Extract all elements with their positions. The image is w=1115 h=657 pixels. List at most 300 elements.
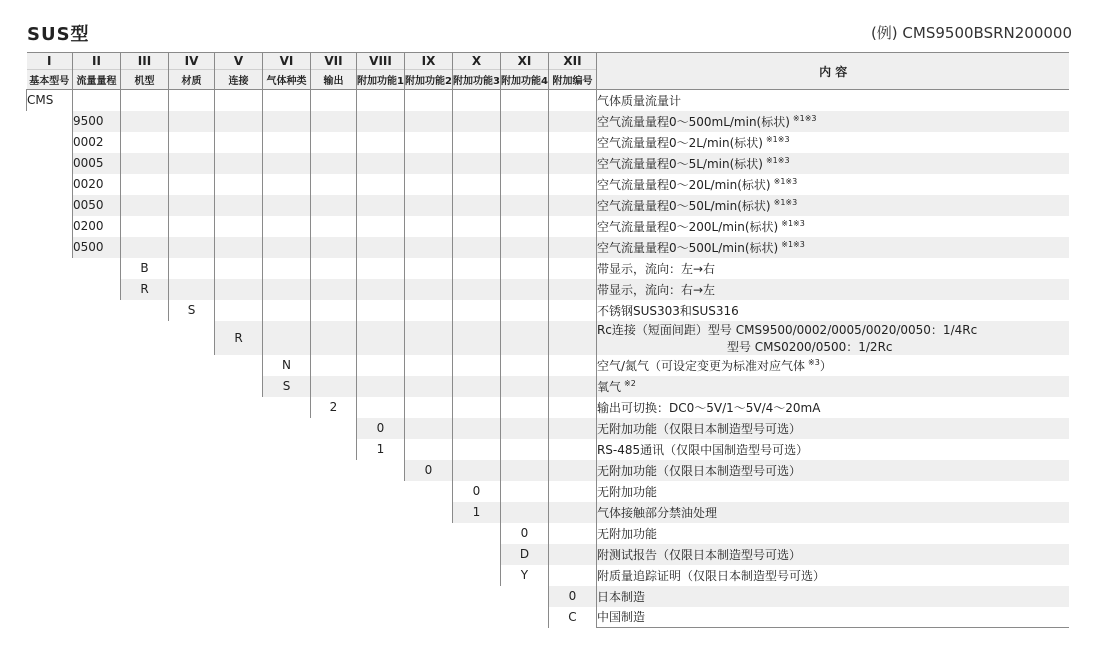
col-roman-1: I (27, 53, 73, 70)
empty-cell (548, 279, 596, 300)
empty-cell (357, 397, 405, 418)
empty-cell (169, 397, 215, 418)
empty-cell (405, 376, 453, 397)
empty-cell (121, 174, 169, 195)
empty-cell (311, 132, 357, 153)
empty-cell (169, 502, 215, 523)
empty-cell (453, 300, 501, 321)
empty-cell (548, 237, 596, 258)
content-cell (596, 586, 1069, 607)
empty-cell (263, 439, 311, 460)
empty-cell (548, 216, 596, 237)
empty-cell (169, 321, 215, 355)
empty-cell (453, 523, 501, 544)
table-row (27, 90, 1070, 111)
footnote-mark: ※1※3 (765, 155, 790, 165)
empty-cell (263, 237, 311, 258)
empty-cell (311, 502, 357, 523)
empty-cell (357, 355, 405, 376)
empty-cell (27, 418, 73, 439)
roman-header-row (27, 53, 1070, 70)
empty-cell (215, 355, 263, 376)
empty-cell (215, 216, 263, 237)
empty-cell (169, 376, 215, 397)
empty-cell (405, 502, 453, 523)
empty-cell (548, 418, 596, 439)
empty-cell (453, 216, 501, 237)
empty-cell (357, 195, 405, 216)
empty-cell (27, 279, 73, 300)
empty-cell (500, 279, 548, 300)
content-cell (596, 418, 1069, 439)
empty-cell (357, 300, 405, 321)
empty-cell (263, 111, 311, 132)
empty-cell (405, 90, 453, 111)
empty-cell (311, 355, 357, 376)
content-text: 无附加功能（仅限日本制造型号可选） (596, 421, 801, 436)
empty-cell (215, 481, 263, 502)
empty-cell (453, 153, 501, 174)
empty-cell (73, 481, 121, 502)
content-cell (596, 481, 1069, 502)
empty-cell (73, 586, 121, 607)
empty-cell (311, 90, 357, 111)
empty-cell (121, 216, 169, 237)
empty-cell (311, 300, 357, 321)
empty-cell (548, 174, 596, 195)
empty-cell (500, 300, 548, 321)
table-row (27, 523, 1070, 544)
col-roman-5: V (215, 53, 263, 70)
empty-cell (73, 90, 121, 111)
code-cell: 0200 (73, 216, 121, 237)
col-label-5: 连接 (215, 70, 263, 90)
table-row (27, 460, 1070, 481)
empty-cell (121, 132, 169, 153)
content-text: 附质量追踪证明（仅限日本制造型号可选） (596, 568, 825, 583)
footnote-mark: ※1※3 (781, 239, 805, 249)
empty-cell (215, 376, 263, 397)
empty-cell (311, 586, 357, 607)
empty-cell (548, 481, 596, 502)
empty-cell (357, 153, 405, 174)
empty-cell (215, 397, 263, 418)
empty-cell (169, 460, 215, 481)
empty-cell (169, 418, 215, 439)
empty-cell (311, 418, 357, 439)
content-text: 日本制造 (596, 589, 645, 604)
col-roman-11: XI (500, 53, 548, 70)
empty-cell (453, 321, 501, 355)
empty-cell (169, 237, 215, 258)
col-label-6: 气体种类 (263, 70, 311, 90)
empty-cell (169, 174, 215, 195)
content-cell (596, 544, 1069, 565)
empty-cell (215, 258, 263, 279)
empty-cell (73, 439, 121, 460)
empty-cell (357, 90, 405, 111)
table-row (27, 216, 1070, 237)
table-row (27, 607, 1070, 628)
empty-cell (215, 502, 263, 523)
content-cell (596, 460, 1069, 481)
empty-cell (548, 300, 596, 321)
empty-cell (263, 565, 311, 586)
content-text: 不锈钢SUS303和SUS316 (596, 303, 739, 318)
code-cell: 0002 (73, 132, 121, 153)
empty-cell (215, 418, 263, 439)
empty-cell (215, 607, 263, 628)
content-text: 空气流量量程0～20L/min(标状) (596, 177, 771, 192)
empty-cell (311, 376, 357, 397)
empty-cell (27, 565, 73, 586)
table-row (27, 502, 1070, 523)
empty-cell (215, 279, 263, 300)
empty-cell (263, 132, 311, 153)
empty-cell (215, 174, 263, 195)
page-title: SUS型 (27, 24, 90, 45)
content-cell (596, 237, 1069, 258)
empty-cell (27, 607, 73, 628)
empty-cell (311, 279, 357, 300)
content-cell (596, 90, 1069, 111)
code-cell: D (500, 544, 548, 565)
empty-cell (453, 237, 501, 258)
empty-cell (357, 502, 405, 523)
empty-cell (311, 523, 357, 544)
empty-cell (27, 216, 73, 237)
empty-cell (121, 460, 169, 481)
empty-cell (357, 132, 405, 153)
empty-cell (27, 376, 73, 397)
table-row (27, 544, 1070, 565)
code-cell: C (548, 607, 596, 628)
empty-cell (73, 300, 121, 321)
empty-cell (215, 460, 263, 481)
code-cell: 1 (453, 502, 501, 523)
empty-cell (27, 439, 73, 460)
empty-cell (311, 258, 357, 279)
empty-cell (27, 481, 73, 502)
empty-cell (263, 174, 311, 195)
empty-cell (27, 111, 73, 132)
empty-cell (263, 90, 311, 111)
empty-cell (27, 460, 73, 481)
code-cell: CMS (27, 90, 73, 111)
empty-cell (121, 376, 169, 397)
empty-cell (311, 460, 357, 481)
content-cell (596, 111, 1069, 132)
empty-cell (357, 565, 405, 586)
empty-cell (263, 195, 311, 216)
content-text: 空气流量量程0～5L/min(标状) (596, 156, 763, 171)
empty-cell (169, 195, 215, 216)
empty-cell (311, 174, 357, 195)
code-cell: 0 (453, 481, 501, 502)
empty-cell (121, 300, 169, 321)
col-label-2: 流量量程 (73, 70, 121, 90)
empty-cell (121, 565, 169, 586)
empty-cell (405, 355, 453, 376)
code-cell: 0 (500, 523, 548, 544)
empty-cell (500, 376, 548, 397)
empty-cell (73, 258, 121, 279)
content-cell (596, 355, 1069, 376)
empty-cell (548, 376, 596, 397)
col-roman-2: II (73, 53, 121, 70)
empty-cell (405, 586, 453, 607)
empty-cell (405, 153, 453, 174)
empty-cell (73, 321, 121, 355)
empty-cell (311, 565, 357, 586)
empty-cell (169, 586, 215, 607)
table-row (27, 153, 1070, 174)
content-text: 空气流量量程0～200L/min(标状) (596, 219, 779, 234)
empty-cell (405, 258, 453, 279)
empty-cell (169, 565, 215, 586)
empty-cell (263, 153, 311, 174)
empty-cell (263, 586, 311, 607)
empty-cell (27, 544, 73, 565)
empty-cell (500, 174, 548, 195)
table-row (27, 418, 1070, 439)
footnote-mark: ※1※3 (773, 197, 798, 207)
table-row (27, 258, 1070, 279)
col-label-12: 附加编号 (548, 70, 596, 90)
empty-cell (405, 523, 453, 544)
empty-cell (405, 174, 453, 195)
content-cell (596, 216, 1069, 237)
empty-cell (500, 586, 548, 607)
content-cell (596, 607, 1069, 628)
empty-cell (453, 439, 501, 460)
empty-cell (357, 376, 405, 397)
empty-cell (453, 90, 501, 111)
empty-cell (311, 153, 357, 174)
code-cell: S (169, 300, 215, 321)
empty-cell (263, 544, 311, 565)
table-row (27, 195, 1070, 216)
empty-cell (500, 216, 548, 237)
empty-cell (405, 321, 453, 355)
content-cell (596, 439, 1069, 460)
empty-cell (73, 523, 121, 544)
empty-cell (548, 565, 596, 586)
empty-cell (169, 607, 215, 628)
content-text-line2: 型号 CMS0200/0500：1/2Rc (726, 339, 893, 354)
empty-cell (405, 418, 453, 439)
empty-cell (500, 355, 548, 376)
empty-cell (453, 586, 501, 607)
empty-cell (73, 418, 121, 439)
empty-cell (121, 607, 169, 628)
col-label-4: 材质 (169, 70, 215, 90)
empty-cell (311, 321, 357, 355)
code-cell: 0500 (73, 237, 121, 258)
empty-cell (357, 481, 405, 502)
empty-cell (405, 397, 453, 418)
empty-cell (121, 418, 169, 439)
col-roman-10: X (453, 53, 501, 70)
table-row (27, 481, 1070, 502)
empty-cell (405, 111, 453, 132)
empty-cell (263, 418, 311, 439)
empty-cell (357, 321, 405, 355)
content-text: 空气流量量程0～500L/min(标状) (596, 240, 779, 255)
table-row (27, 565, 1070, 586)
content-text: 无附加功能 (596, 484, 657, 499)
empty-cell (548, 355, 596, 376)
content-text: 中国制造 (596, 610, 645, 625)
col-roman-3: III (121, 53, 169, 70)
content-cell (596, 153, 1069, 174)
content-text: 带显示，流向：左→右 (596, 261, 716, 276)
content-cell (596, 279, 1069, 300)
empty-cell (357, 607, 405, 628)
empty-cell (263, 502, 311, 523)
empty-cell (405, 195, 453, 216)
code-cell: 1 (357, 439, 405, 460)
code-cell: 0 (357, 418, 405, 439)
empty-cell (215, 237, 263, 258)
empty-cell (121, 586, 169, 607)
table-row (27, 279, 1070, 300)
footnote-mark: ※1※3 (773, 176, 798, 186)
content-cell (596, 397, 1069, 418)
empty-cell (215, 586, 263, 607)
code-cell: 2 (311, 397, 357, 418)
code-rows (27, 90, 1070, 628)
empty-cell (357, 586, 405, 607)
empty-cell (215, 544, 263, 565)
empty-cell (500, 481, 548, 502)
empty-cell (121, 153, 169, 174)
empty-cell (311, 439, 357, 460)
footnote-mark: ※1※3 (781, 218, 805, 228)
empty-cell (453, 418, 501, 439)
empty-cell (169, 481, 215, 502)
empty-cell (357, 111, 405, 132)
empty-cell (73, 376, 121, 397)
empty-cell (121, 111, 169, 132)
empty-cell (169, 153, 215, 174)
code-cell: 9500 (73, 111, 121, 132)
empty-cell (405, 607, 453, 628)
empty-cell (311, 607, 357, 628)
col-label-7: 输出 (311, 70, 357, 90)
empty-cell (311, 481, 357, 502)
empty-cell (121, 237, 169, 258)
empty-cell (121, 481, 169, 502)
empty-cell (357, 216, 405, 237)
empty-cell (548, 258, 596, 279)
empty-cell (121, 523, 169, 544)
col-roman-6: VI (263, 53, 311, 70)
empty-cell (500, 258, 548, 279)
empty-cell (357, 544, 405, 565)
empty-cell (263, 258, 311, 279)
empty-cell (121, 195, 169, 216)
empty-cell (357, 523, 405, 544)
content-cell (596, 174, 1069, 195)
col-label-11: 附加功能4 (500, 70, 548, 90)
empty-cell (215, 439, 263, 460)
empty-cell (500, 237, 548, 258)
empty-cell (73, 607, 121, 628)
table-row (27, 300, 1070, 321)
empty-cell (27, 174, 73, 195)
empty-cell (215, 195, 263, 216)
table-row (27, 355, 1070, 376)
empty-cell (500, 439, 548, 460)
empty-cell (500, 132, 548, 153)
empty-cell (73, 460, 121, 481)
footnote-mark: ※2 (623, 378, 636, 388)
table-row (27, 439, 1070, 460)
table-row (27, 397, 1070, 418)
content-cell (596, 195, 1069, 216)
empty-cell (453, 397, 501, 418)
content-cell (596, 376, 1069, 397)
content-text: 附测试报告（仅限日本制造型号可选） (596, 547, 801, 562)
empty-cell (405, 216, 453, 237)
empty-cell (121, 439, 169, 460)
empty-cell (453, 565, 501, 586)
empty-cell (169, 90, 215, 111)
content-cell (596, 502, 1069, 523)
footnote-mark: ※1※3 (792, 113, 817, 123)
content-text: 空气流量量程0～2L/min(标状) (596, 135, 763, 150)
empty-cell (357, 237, 405, 258)
empty-cell (121, 397, 169, 418)
empty-cell (169, 523, 215, 544)
empty-cell (500, 111, 548, 132)
empty-cell (169, 355, 215, 376)
col-label-9: 附加功能2 (405, 70, 453, 90)
content-cell (596, 258, 1069, 279)
content-text: 气体接触部分禁油处理 (596, 505, 717, 520)
empty-cell (169, 279, 215, 300)
empty-cell (27, 355, 73, 376)
empty-cell (405, 481, 453, 502)
table-row (27, 111, 1070, 132)
content-cell (596, 300, 1069, 321)
col-roman-9: IX (405, 53, 453, 70)
empty-cell (453, 111, 501, 132)
empty-cell (27, 237, 73, 258)
empty-cell (405, 544, 453, 565)
empty-cell (27, 586, 73, 607)
content-text: RS-485通讯（仅限中国制造型号可选） (596, 442, 809, 457)
code-cell: R (215, 321, 263, 355)
empty-cell (453, 355, 501, 376)
empty-cell (27, 321, 73, 355)
empty-cell (453, 376, 501, 397)
empty-cell (548, 195, 596, 216)
table-row (27, 237, 1070, 258)
empty-cell (263, 216, 311, 237)
empty-cell (453, 460, 501, 481)
empty-cell (169, 132, 215, 153)
empty-cell (548, 544, 596, 565)
empty-cell (357, 174, 405, 195)
empty-cell (121, 502, 169, 523)
code-cell: Y (500, 565, 548, 586)
empty-cell (121, 90, 169, 111)
empty-cell (263, 460, 311, 481)
empty-cell (263, 279, 311, 300)
empty-cell (453, 279, 501, 300)
